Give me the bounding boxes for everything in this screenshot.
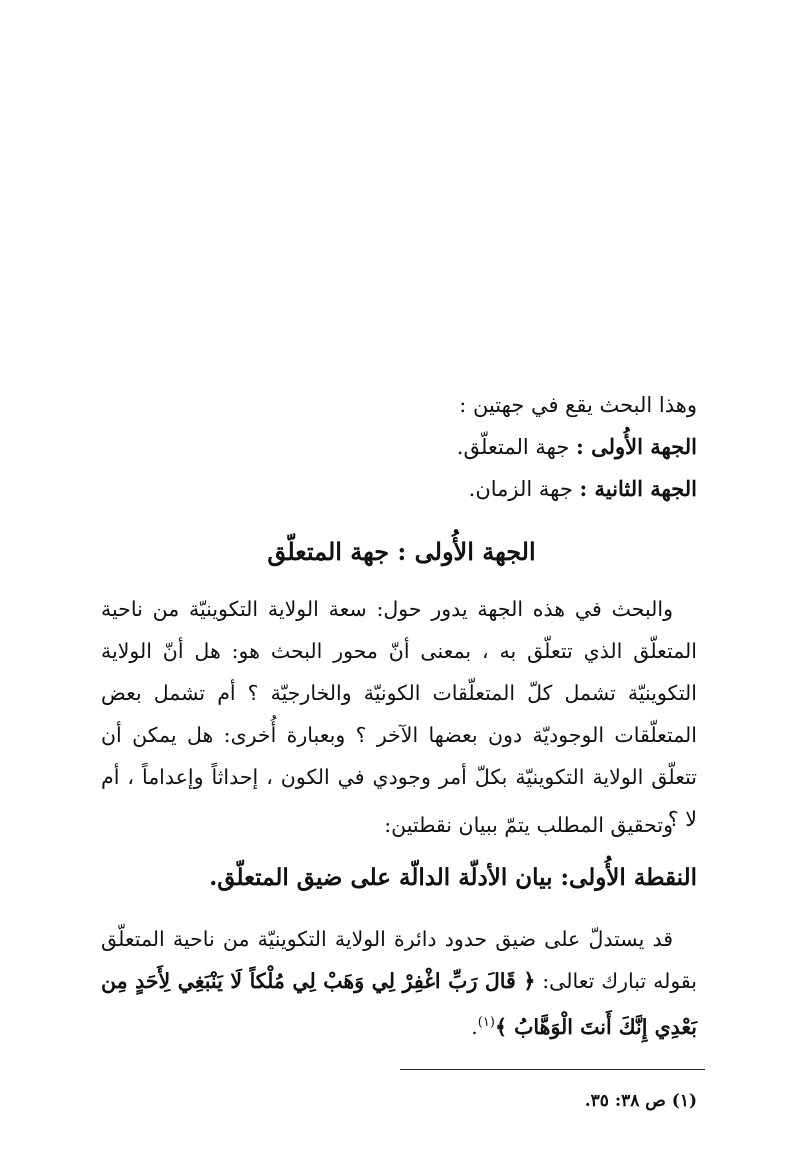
body-paragraph-1 [101, 588, 697, 840]
paragraph-text [101, 918, 697, 1048]
body-paragraph-2 [101, 804, 697, 846]
first-aspect-label: الجهة الأُولى : [576, 434, 697, 459]
quran-verse: ﴿ قَالَ رَبِّ اغْفِرْ لِي وَهَبْ لِي مُلْكاً لَا يَنْبَغِي لِأَحَدٍ مِن بَعْدِي إِنَّكَ أَنتَ الْوَهَّابُ ﴾ [101, 969, 697, 1039]
body-paragraph-3 [101, 918, 697, 1048]
intro-line-2 [101, 426, 697, 468]
paragraph-text: والبحث في هذه الجهة يدور حول: سعة الولاية التكوينيّة من ناحية المتعلّق الذي تتعلّق به ، بمعنى أنّ محور البحث هو: هل أنّ الولاية التكوينيّة تشمل كلّ المتعلّقات الكونيّة والخارجيّة ؟ أم تشمل بعض المتعلّقات الوجوديّة دون بعضها الآخر ؟ وبعبارة أُخرى: هل يمكن أن تتعلّق الولاية التكوينيّة بكلّ أمر وجودي في الكون ، إحداثاً وإعداماً ، أم لا ؟ [101, 597, 697, 831]
section-heading: الجهة الأُولى : جهة المتعلّق [267, 537, 536, 566]
intro-text: وهذا البحث يقع في جهتين : [459, 393, 697, 417]
intro-line-1 [101, 384, 697, 426]
second-aspect-text: جهة الزمان. [468, 477, 580, 501]
intro-line-3 [101, 468, 697, 510]
paragraph-text: وتحقيق المطلب يتمّ ببيان نقطتين: [384, 813, 673, 837]
footnote: (١) ص ٣٨: ٣٥. [584, 1091, 697, 1111]
subsection-heading: النقطة الأُولى: بيان الأدلّة الدالّة على ضيق المتعلّق. [209, 864, 697, 891]
footnote-reference: (١) [477, 1015, 495, 1030]
paragraph-lead: قد يستدلّ على ضيق حدود دائرة الولاية التكوينيّة من ناحية المتعلّق بقوله تبارك تعالى: [101, 927, 697, 993]
second-aspect-label: الجهة الثانية : [579, 476, 697, 501]
footnote-divider [400, 1069, 705, 1070]
first-aspect-text: جهة المتعلّق. [456, 435, 577, 459]
paragraph-end: . [471, 1014, 478, 1039]
